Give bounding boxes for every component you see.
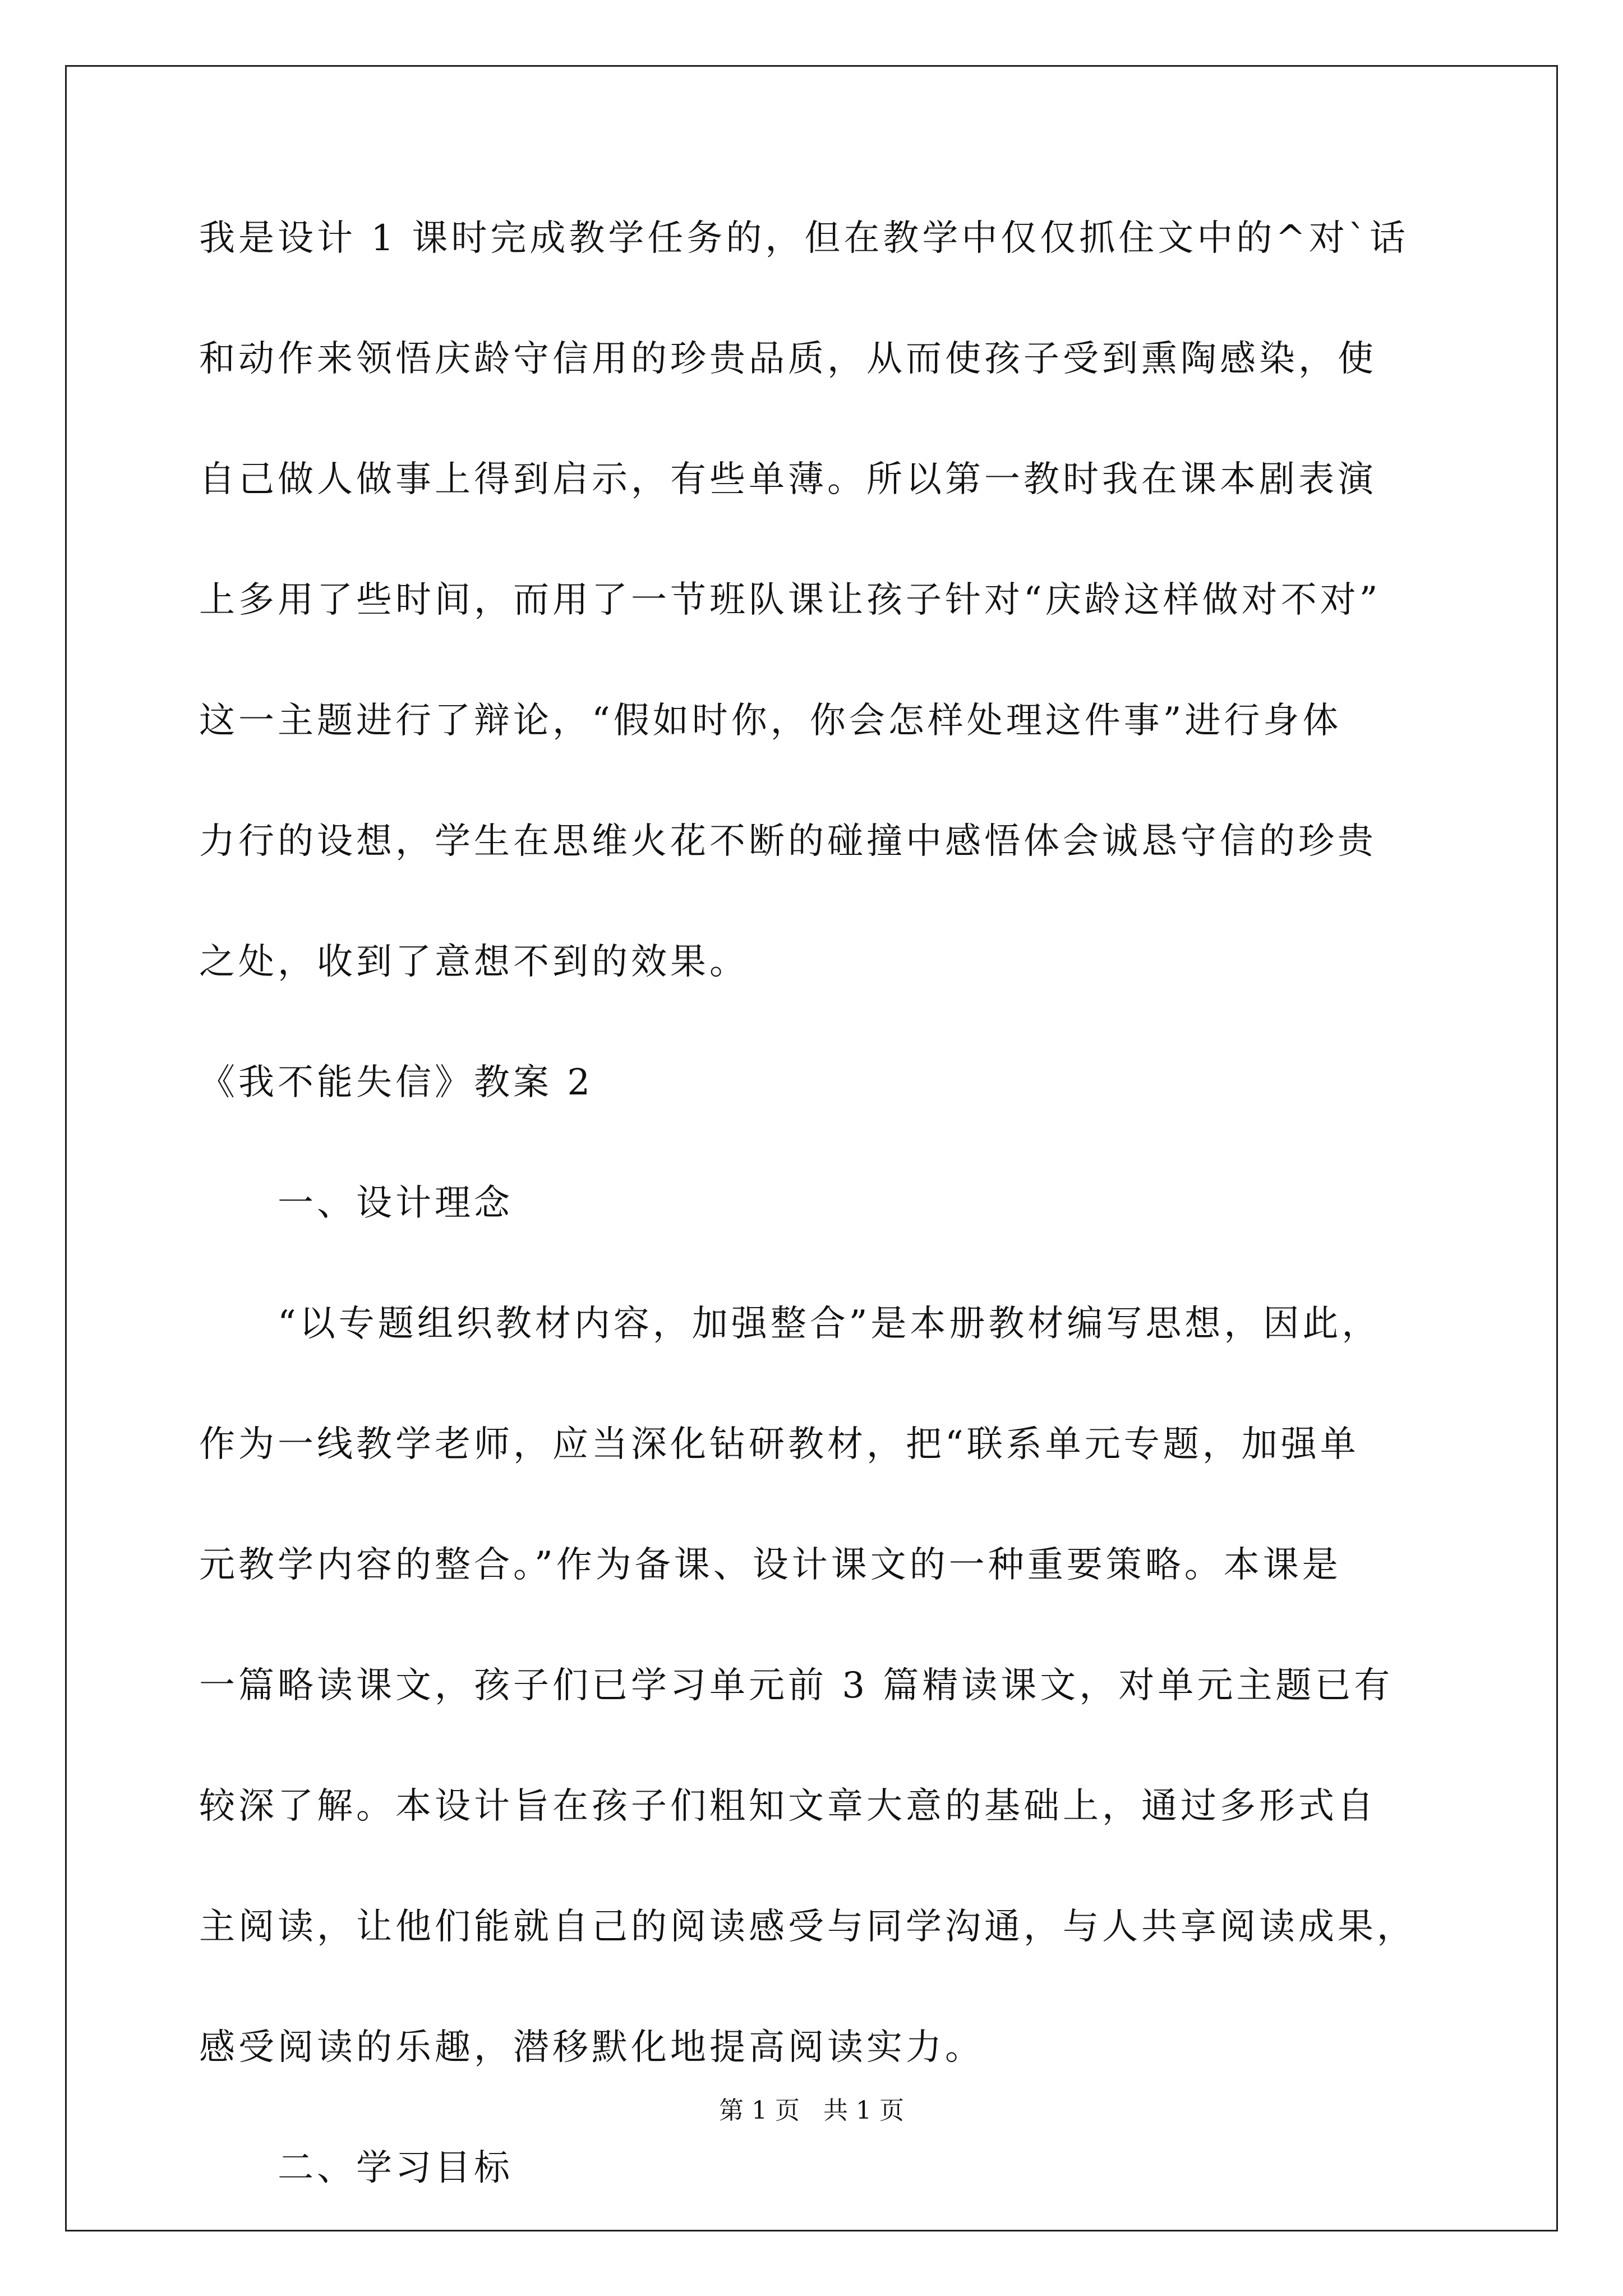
- section-title: 《我不能失信》教案 2: [199, 1062, 594, 1103]
- body-line-14: 感受阅读的乐趣，潜移默化地提高阅读实力。: [199, 2027, 984, 2068]
- heading-learning-goals: 二、学习目标: [278, 2147, 513, 2189]
- body-line-7: 之处，收到了意想不到的效果。: [199, 941, 749, 983]
- body-line-4: 上多用了些时间，而用了一节班队课让孩子针对“庆龄这样做对不对”: [199, 579, 1381, 621]
- body-line-12: 较深了解。本设计旨在孩子们粗知文章大意的基础上，通过多形式自: [199, 1786, 1377, 1827]
- heading-design-concept: 一、设计理念: [278, 1182, 513, 1224]
- page-footer: 第 1 页 共 1 页: [719, 2096, 904, 2125]
- body-line-8: “以专题组织教材内容，加强整合”是本册教材编写思想，因此，: [278, 1303, 1381, 1345]
- body-line-10: 元教学内容的整合。”作为备课、设计课文的一种重要策略。本课是: [199, 1544, 1341, 1586]
- body-line-6: 力行的设想，学生在思维火花不断的碰撞中感悟体会诚恳守信的珍贵: [199, 821, 1377, 862]
- body-line-3: 自己做人做事上得到启示，有些单薄。所以第一教时我在课本剧表演: [199, 459, 1377, 500]
- body-line-13: 主阅读，让他们能就自己的阅读感受与同学沟通，与人共享阅读成果，: [199, 1906, 1416, 1948]
- body-line-1: 我是设计 1 课时完成教学任务的，但在教学中仅仅抓住文中的^对`话: [199, 218, 1409, 259]
- body-line-9: 作为一线教学老师，应当深化钻研教材，把“联系单元专题，加强单: [199, 1424, 1359, 1465]
- body-line-2: 和动作来领悟庆龄守信用的珍贵品质，从而使孩子受到熏陶感染，使: [199, 338, 1377, 380]
- body-line-11: 一篇略读课文，孩子们已学习单元前 3 篇精读课文，对单元主题已有: [199, 1665, 1394, 1706]
- body-line-5: 这一主题进行了辩论，“假如时你，你会怎样处理这件事”进行身体: [199, 700, 1342, 742]
